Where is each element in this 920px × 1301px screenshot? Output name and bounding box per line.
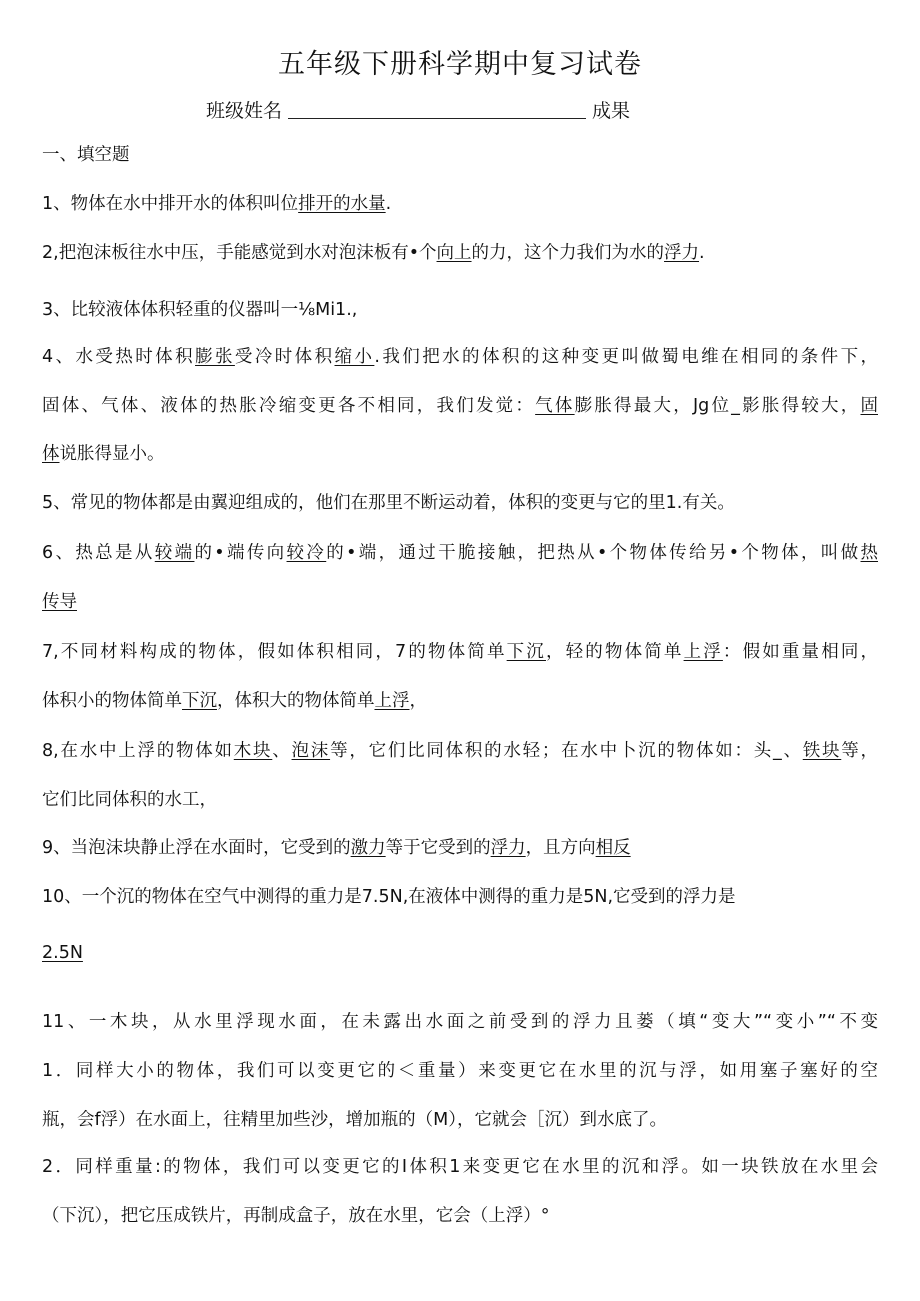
q9-answer-2: 浮力: [490, 838, 526, 858]
q9-text-2: 等于它受到的: [385, 838, 491, 858]
class-name-score-line: [206, 96, 630, 123]
q4-answer-4-start: 固: [860, 396, 878, 416]
q6-text-2: 的•端传向: [194, 543, 287, 563]
q7-text-5: ，体积大的物体简单: [217, 691, 375, 711]
q2-answer-2: 浮力: [664, 243, 700, 263]
question-1: [42, 196, 391, 214]
q7-end: ，: [409, 691, 427, 711]
question-10-answer: [42, 945, 83, 963]
q4-answer-2: 缩小: [334, 347, 375, 367]
q2-text-2: 的力，这个力我们为水的: [471, 243, 665, 263]
q7-text-2: ，轻的物体简单: [545, 642, 684, 662]
question-4-line-1: [42, 349, 878, 367]
question-11: 11、一木块，从水里浮现水面，在未露出水面之前受到的浮力且蒌（填“变大”“变小”“不变: [42, 1012, 878, 1032]
q7-text-4: 体积小的物体简单: [42, 691, 182, 711]
q7-answer-3: 下沉: [182, 691, 217, 711]
q4-text-5: 膨胀得最大，Jg位_影胀得较大，: [574, 396, 861, 416]
q4-text-3: .我们把水的体积的这种变更叫做蜀电维在相同的条件下，: [374, 347, 879, 367]
q6-answer-1: 较端: [154, 543, 195, 563]
q2-end: .: [699, 243, 705, 263]
q7-answer-2: 上浮: [683, 642, 723, 662]
paragraph-1-line-1: 1．同样大小的物体，我们可以变更它的＜重量）来变更它在水里的沉与浮，如用塞子塞好的空: [42, 1061, 878, 1081]
question-8-line-1: [42, 743, 878, 761]
q4-answer-4-end: 体: [42, 444, 60, 464]
class-name-label: 班级姓名: [206, 100, 283, 122]
question-4-line-3: [42, 446, 165, 464]
q8-text-2: 、: [272, 741, 292, 761]
question-6-line-2: [42, 594, 77, 612]
q1-answer: 排开的水量: [298, 194, 386, 214]
name-blank: [288, 100, 586, 119]
q8-answer-1: 木块: [233, 741, 273, 761]
paragraph-2-line-1: 2．同样重量:的物体，我们可以变更它的I体积1来变更它在水里的沉和浮。如一块铁放在水里会: [42, 1157, 878, 1177]
q10-answer: 2.5N: [42, 943, 83, 963]
q6-answer-3-end: 传导: [42, 592, 77, 612]
q8-text: 8,在水中上浮的物体如: [42, 741, 234, 761]
paragraph-2-line-2: （下沉），把它压成铁片，再制成盒子，放在水里，它会（上浮）°: [42, 1206, 550, 1226]
q4-answer-3: 气体: [535, 396, 575, 416]
q6-text-3: 的•端，通过干脆接触，把热从•个物体传给另•个物体，叫做: [326, 543, 861, 563]
q9-text-3: ，且方向: [525, 838, 596, 858]
q9-text: 9、当泡沫块静止浮在水面时，它受到的: [42, 838, 351, 858]
question-10: 10、一个沉的物体在空气中测得的重力是7.5N,在液体中测得的重力是5N,它受到的浮力是: [42, 887, 736, 907]
q4-text: 4、水受热时体积: [42, 347, 196, 367]
q1-text: 1、物体在水中排开水的体积叫位: [42, 194, 299, 214]
section-heading: 一、填空题: [42, 145, 130, 165]
q2-text: 2,把泡沫板往水中压，手能感觉到水对泡沫板有•个: [42, 243, 437, 263]
page-title: 五年级下册科学期中复习试卷: [278, 49, 642, 80]
question-8-line-2: 它们比同体积的水工，: [42, 790, 217, 810]
q7-text-3: ：假如重量相同，: [722, 642, 879, 662]
q4-text-2: 受冷时体积: [234, 347, 335, 367]
q9-answer-3: 相反: [595, 838, 631, 858]
q2-answer-1: 向上: [436, 243, 472, 263]
q8-answer-2: 泡沫: [291, 741, 331, 761]
q8-text-4: 等，: [841, 741, 879, 761]
q4-text-4: 固体、气体、液体的热胀冷缩变更各不相同，我们发觉：: [42, 396, 536, 416]
q7-answer-1: 下沉: [506, 642, 546, 662]
q8-text-3: 等，它们比同体积的水轻；在水中卜沉的物体如：头_、: [330, 741, 803, 761]
q4-answer-1: 膨张: [195, 347, 235, 367]
q6-text: 6、热总是从: [42, 543, 155, 563]
q8-answer-3: 铁块: [802, 741, 842, 761]
question-3: 3、比较液体体积轻重的仪器叫一⅛Mi1.,: [42, 300, 358, 320]
score-label: 成果: [592, 100, 631, 122]
q6-answer-2: 较冷: [286, 543, 327, 563]
q4-text-6: 说胀得显小。: [59, 444, 165, 464]
q1-end: .: [385, 194, 392, 214]
question-7-line-1: [42, 644, 878, 662]
paragraph-1-line-2: 瓶，会f浮）在水面上，往精里加些沙，增加瓶的（M），它就会［沉）到水底了。: [42, 1110, 668, 1130]
question-7-line-2: [42, 693, 427, 711]
q9-answer-1: 激力: [350, 838, 386, 858]
q6-answer-3-start: 热: [860, 543, 879, 563]
question-4-line-2: [42, 398, 878, 416]
question-5: 5、常见的物体都是由翼迎组成的，他们在那里不断运动着，体积的变更与它的里1.有关。: [42, 493, 735, 513]
q7-answer-4: 上浮: [374, 691, 410, 711]
question-9: [42, 840, 631, 858]
question-6-line-1: [42, 545, 878, 563]
q7-text: 7,不同材料构成的物体，假如体积相同，7的物体简单: [42, 642, 507, 662]
question-2: [42, 245, 705, 263]
